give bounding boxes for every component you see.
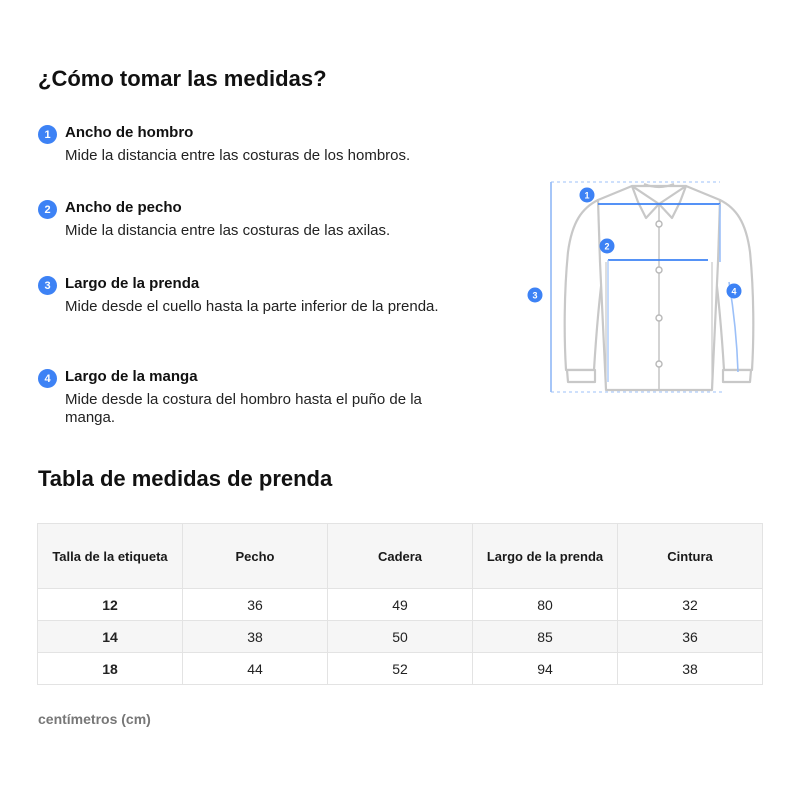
table-cell: 36	[618, 621, 763, 653]
table-header-row	[38, 524, 763, 589]
step-description: Mide la distancia entre las costuras de las axilas.	[65, 222, 391, 239]
unit-note: centímetros (cm)	[38, 711, 151, 727]
size-table-title: Tabla de medidas de prenda	[38, 466, 333, 491]
column-header-size: Talla de la etiqueta	[38, 524, 183, 589]
step-number-badge: 2	[38, 200, 57, 219]
table-cell: 49	[328, 589, 473, 621]
column-header-chest: Pecho	[183, 524, 328, 589]
table-cell: 85	[473, 621, 618, 653]
marker-label: 3	[532, 290, 538, 301]
step-description: Mide desde la costura del hombro hasta el puño de la manga.	[65, 391, 422, 426]
step-title: Largo de la manga	[65, 368, 198, 385]
table-cell: 18	[38, 653, 183, 685]
table-cell: 38	[618, 653, 763, 685]
marker-label: 2	[604, 241, 610, 252]
marker-label: 1	[584, 190, 590, 201]
table-row	[38, 621, 763, 653]
marker-4	[727, 284, 742, 299]
step-number-badge: 1	[38, 125, 57, 144]
step-title: Ancho de pecho	[65, 199, 182, 216]
marker-2	[600, 239, 615, 254]
table-cell: 38	[183, 621, 328, 653]
table-cell: 32	[618, 589, 763, 621]
table-cell: 12	[38, 589, 183, 621]
table-cell: 50	[328, 621, 473, 653]
step-title: Ancho de hombro	[65, 124, 194, 141]
step-number-badge: 3	[38, 276, 57, 295]
measure-guide-title: ¿Cómo tomar las medidas?	[38, 66, 327, 91]
column-header-waist: Cintura	[618, 524, 763, 589]
table-cell: 94	[473, 653, 618, 685]
table-row	[38, 653, 763, 685]
size-table	[37, 523, 763, 685]
column-header-length: Largo de la prenda	[473, 524, 618, 589]
step-description: Mide desde el cuello hasta la parte inferior de la prenda.	[65, 298, 439, 315]
marker-label: 4	[731, 286, 737, 297]
table-cell: 36	[183, 589, 328, 621]
table-cell: 14	[38, 621, 183, 653]
marker-1	[580, 188, 595, 203]
step-number-badge: 4	[38, 369, 57, 388]
column-header-hip: Cadera	[328, 524, 473, 589]
table-cell: 80	[473, 589, 618, 621]
table-row	[38, 589, 763, 621]
shirt-measurement-diagram	[520, 172, 760, 400]
table-cell: 44	[183, 653, 328, 685]
step-description: Mide la distancia entre las costuras de los hombros.	[65, 147, 411, 164]
marker-3	[528, 288, 543, 303]
table-cell: 52	[328, 653, 473, 685]
shirt-outline-icon	[565, 184, 754, 390]
step-title: Largo de la prenda	[65, 275, 200, 292]
